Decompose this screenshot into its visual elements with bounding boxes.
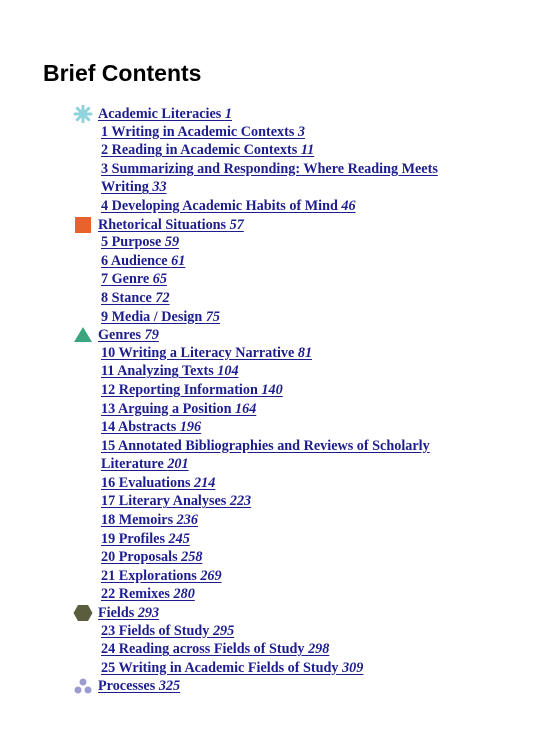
- square-icon: [73, 216, 93, 234]
- page-number: 1: [224, 106, 232, 122]
- page-number: 223: [229, 493, 252, 510]
- list-item: [101, 381, 481, 400]
- chapter-link[interactable]: [101, 124, 305, 140]
- entry-title: 16 Evaluations: [101, 474, 195, 491]
- chapter-link[interactable]: [101, 586, 195, 602]
- list-item: [101, 123, 481, 142]
- part-link[interactable]: [98, 217, 244, 233]
- chapter-link[interactable]: [101, 549, 202, 565]
- page-number: 298: [308, 641, 330, 658]
- page-number: 104: [217, 363, 239, 380]
- entry-title: 5 Purpose: [101, 234, 165, 251]
- page-number: 59: [164, 234, 180, 251]
- entry-title: 19 Profiles: [101, 530, 169, 547]
- page-number: 295: [212, 622, 235, 639]
- entry-title: Academic Literacies: [98, 106, 225, 122]
- page-number: 309: [342, 659, 364, 676]
- chapter-link[interactable]: [101, 290, 170, 306]
- part-link[interactable]: [98, 327, 159, 343]
- chapter-link[interactable]: [101, 475, 215, 491]
- list-item: [101, 141, 481, 160]
- page-number: 46: [341, 197, 356, 214]
- chapter-link[interactable]: [101, 531, 190, 547]
- chapter-link[interactable]: [101, 234, 179, 250]
- page-number: 280: [173, 586, 195, 603]
- page-title: Brief Contents: [43, 60, 202, 86]
- part-link[interactable]: [98, 106, 232, 122]
- chapter-link[interactable]: [101, 345, 312, 361]
- entry-title: 7 Genre: [101, 271, 153, 288]
- entry-title: 21 Explorations: [101, 567, 201, 584]
- list-item: [101, 530, 481, 549]
- entry-title: Processes: [98, 678, 159, 695]
- page-number: 196: [179, 419, 202, 436]
- part-heading: [98, 677, 535, 695]
- entry-title: 1 Writing in Academic Contexts: [101, 123, 298, 140]
- entry-title: 8 Stance: [101, 289, 156, 306]
- entry-title: 9 Media / Design: [101, 308, 206, 325]
- entry-title: 3 Summarizing and Responding: Where Reading Meets Writing: [101, 160, 438, 196]
- entry-title: 13 Arguing a Position: [101, 400, 236, 417]
- entry-title: 17 Literary Analyses: [101, 493, 230, 510]
- part-link[interactable]: [98, 678, 180, 694]
- entry-title: 4 Developing Academic Habits of Mind: [101, 197, 342, 214]
- chapter-link[interactable]: [101, 568, 222, 584]
- list-item: [101, 308, 481, 327]
- chapter-link[interactable]: [101, 161, 438, 196]
- entry-title: 22 Remixes: [101, 586, 174, 603]
- list-item: [101, 344, 481, 363]
- chapter-link[interactable]: [101, 382, 283, 398]
- table-of-contents: [0, 105, 535, 695]
- page-number: 201: [167, 456, 189, 473]
- entry-title: 18 Memoirs: [101, 512, 177, 529]
- list-item: [101, 585, 481, 604]
- part-heading: [98, 216, 535, 234]
- triangle-icon: [73, 326, 93, 344]
- chapter-link[interactable]: [101, 623, 234, 639]
- page-number: 3: [297, 123, 306, 140]
- list-item: [101, 160, 481, 197]
- list-item: [101, 437, 481, 474]
- list-item: [101, 233, 481, 252]
- entry-title: 14 Abstracts: [101, 419, 180, 436]
- list-item: [101, 362, 481, 381]
- part-link[interactable]: [98, 605, 159, 621]
- snowflake-icon: [73, 105, 93, 123]
- page-number: 81: [297, 344, 313, 361]
- list-item: [101, 252, 481, 271]
- entry-title: Rhetorical Situations: [98, 216, 230, 233]
- entry-title: 25 Writing in Academic Fields of Study: [101, 659, 343, 676]
- page-number: 164: [235, 400, 257, 417]
- part-heading: [98, 105, 535, 123]
- chapter-link[interactable]: [101, 419, 201, 435]
- list-item: [101, 548, 481, 567]
- list-item: [101, 622, 481, 641]
- page-number: 258: [181, 549, 203, 566]
- part-heading: [98, 604, 535, 622]
- list-item: [101, 511, 481, 530]
- chapter-link[interactable]: [101, 142, 314, 158]
- page-number: 57: [229, 216, 244, 233]
- chapter-link[interactable]: [101, 309, 220, 325]
- page-number: 140: [261, 381, 283, 398]
- list-item: [101, 492, 481, 511]
- list-item: [101, 197, 481, 216]
- entry-title: Genres: [98, 327, 145, 344]
- hexagon-icon: [73, 604, 93, 622]
- chapter-link[interactable]: [101, 641, 329, 657]
- list-item: [101, 418, 481, 437]
- page-number: 269: [200, 567, 222, 584]
- entry-title: Fields: [98, 605, 138, 622]
- page-number: 65: [152, 271, 167, 288]
- chapter-link[interactable]: [101, 363, 239, 379]
- page-number: 79: [144, 327, 159, 344]
- chapter-link[interactable]: [101, 512, 198, 528]
- page-number: 72: [155, 289, 170, 306]
- chapter-link[interactable]: [101, 198, 356, 214]
- list-item: [101, 659, 481, 678]
- list-item: [101, 474, 481, 493]
- part-heading: [98, 326, 535, 344]
- chapter-link[interactable]: [101, 660, 363, 676]
- list-item: [101, 289, 481, 308]
- page-number: 236: [176, 512, 198, 529]
- page-number: 75: [205, 308, 221, 325]
- entry-title: 11 Analyzing Texts: [101, 363, 218, 380]
- chapter-link[interactable]: [101, 401, 256, 417]
- entry-title: 10 Writing a Literacy Narrative: [101, 344, 298, 361]
- page-number: 293: [137, 605, 160, 622]
- entry-title: 2 Reading in Academic Contexts: [101, 142, 301, 159]
- entry-title: 24 Reading across Fields of Study: [101, 641, 309, 658]
- chapter-link[interactable]: [101, 271, 167, 287]
- page-number: 61: [171, 252, 186, 269]
- list-item: [101, 400, 481, 419]
- list-item: [101, 640, 481, 659]
- three-dots-icon: [73, 677, 93, 695]
- page-number: 214: [194, 474, 216, 491]
- chapter-link[interactable]: [101, 253, 185, 269]
- page-number: 325: [158, 678, 181, 695]
- entry-title: 23 Fields of Study: [101, 622, 213, 639]
- entry-title: 6 Audience: [101, 252, 172, 269]
- entry-title: 20 Proposals: [101, 549, 182, 566]
- chapter-link[interactable]: [101, 438, 430, 473]
- entry-title: 15 Annotated Bibliographies and Reviews of Scholarly Literature: [101, 437, 430, 473]
- page-number: 245: [168, 530, 190, 547]
- entry-title: 12 Reporting Information: [101, 381, 262, 398]
- list-item: [101, 567, 481, 586]
- page-number: 11: [300, 142, 315, 159]
- list-item: [101, 270, 481, 289]
- page-number: 33: [152, 179, 167, 196]
- chapter-link[interactable]: [101, 493, 251, 509]
